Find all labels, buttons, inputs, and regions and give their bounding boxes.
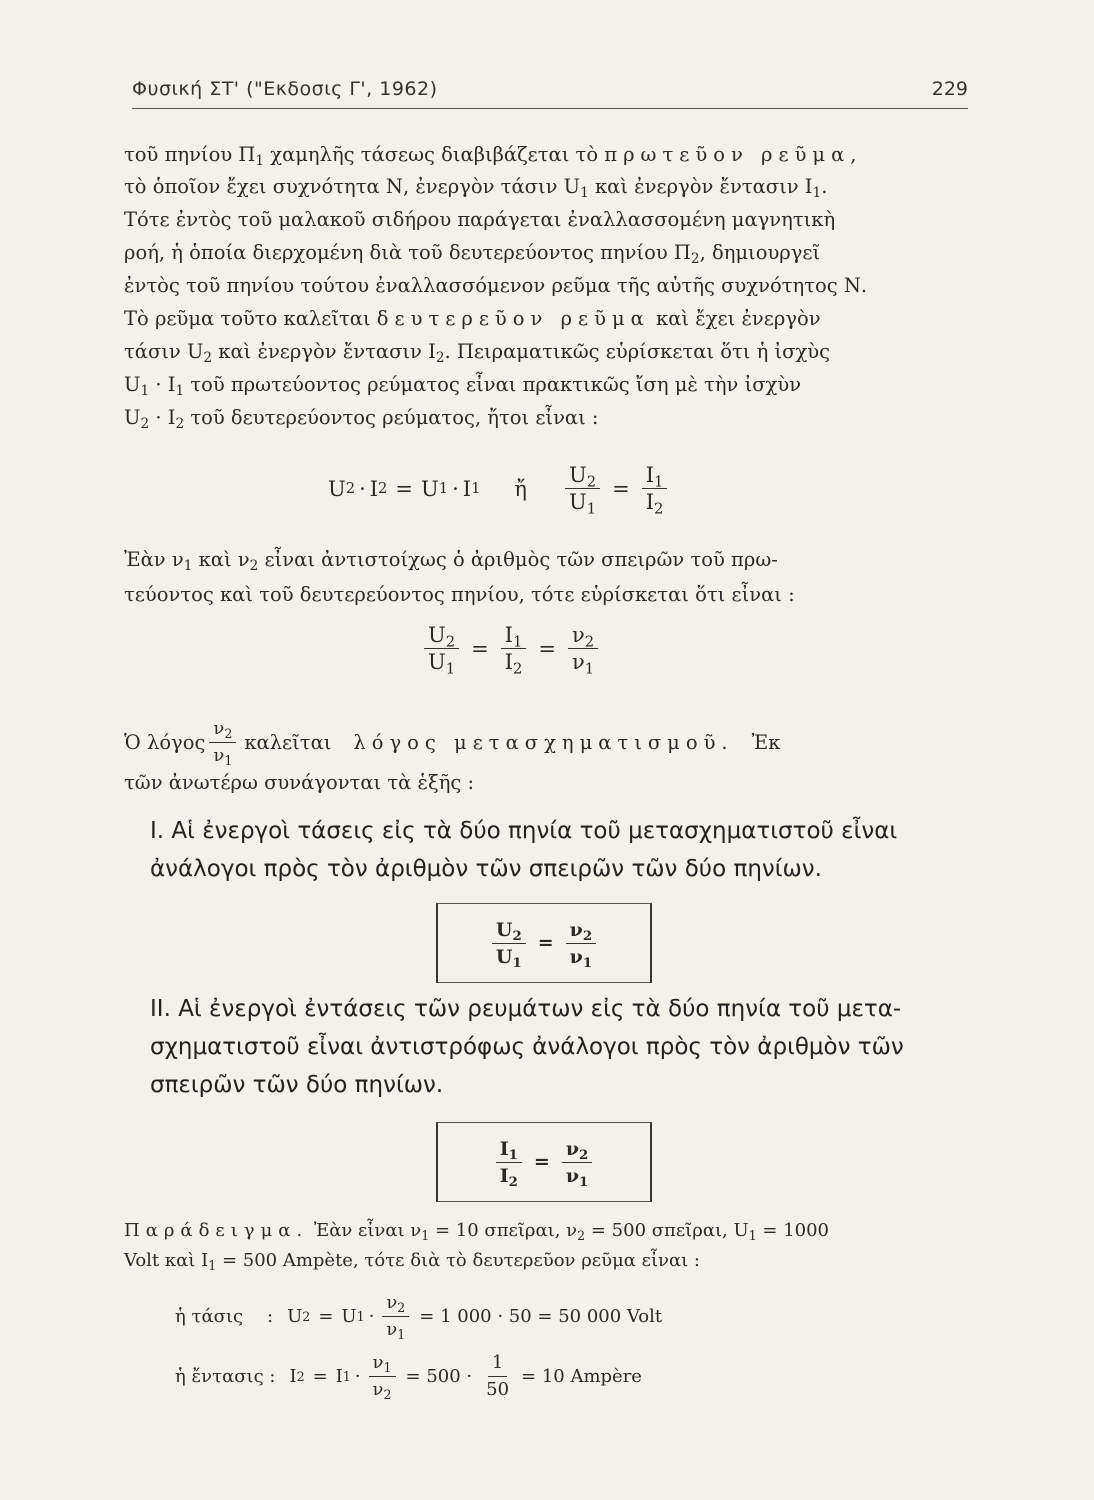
text-line-7: τάσιν $U_2$ καὶ ἐνεργὸν ἔντασιν $I_2$. Πειραματικῶς εὑρίσκεται ὅτι ἡ ἰσχὺς xyxy=(124,340,831,367)
header-title: Φυσική ΣΤ' ("Εκδοσις Γ', 1962) xyxy=(132,78,438,100)
example-voltage: ἡ τάσις : U 2 = U 1 · $\frac{\nu_2}{\nu_1}$ = 1 000 · 50 = 50 000 Volt xyxy=(175,1292,663,1342)
rule-2-line-1: II. Αἱ ἐνεργοὶ ἐντάσεις τῶν ρευμάτων εἰς τὰ δύο πηνία τοῦ μετα- xyxy=(150,996,902,1022)
example-line-1: Παράδειγμα. Ἐὰν εἶναι $\nu_1 = 10$ σπεῖραι, $\nu_2 = 500$ σπεῖραι, $U_1 = 1000$ xyxy=(124,1220,830,1243)
running-header xyxy=(132,74,968,109)
text-line-6: Τὸ ρεῦμα τοῦτο καλεῖται δευτερεῦον ρεῦμα καὶ ἔχει ἐνεργὸν xyxy=(124,307,821,330)
rule-2-line-3: σπειρῶν τῶν δύο πηνίων. xyxy=(150,1072,444,1098)
example-line-2: Volt καὶ $I_1 = 500$ Ampète, τότε διὰ τὸ δευτερεῦον ρεῦμα εἶναι : xyxy=(124,1250,700,1273)
text-line-12: Ὁ λόγος $\frac{\nu_2}{\nu_1}$ καλεῖται λόγος μετασχηματισμοῦ. Ἐκ xyxy=(124,718,781,768)
boxed-formula-current: $\frac{I_1}{I_2}$ = $\frac{\nu_2}{\nu_1}$ xyxy=(436,1122,652,1202)
rule-1-line-2: ἀνάλογοι πρὸς τὸν ἀριθμὸν τῶν σπειρῶν τῶν δύο πηνίων. xyxy=(150,856,822,882)
text-line-9: $U_2 \cdot I_2$ τοῦ δευτερεύοντος ρεύματος, ἤτοι εἶναι : xyxy=(124,406,599,433)
rule-1-line-1: I. Αἱ ἐνεργοὶ τάσεις εἰς τὰ δύο πηνία τοῦ μετασχηματιστοῦ εἶναι xyxy=(150,818,898,844)
text-line-5: ἐντὸς τοῦ πηνίου τούτου ἐναλλασσόμενον ρεῦμα τῆς αὐτῆς συχνότητος Ν. xyxy=(124,274,868,297)
boxed-formula-voltage: $\frac{U_2}{U_1}$ = $\frac{\nu_2}{\nu_1}$ xyxy=(436,903,652,983)
text-line-11: τεύοντος καὶ τοῦ δευτερεύοντος πηνίου, τότε εὑρίσκεται ὅτι εἶναι : xyxy=(124,583,795,606)
page-number: 229 xyxy=(931,78,968,100)
example-current: ἡ ἔντασις : I 2 = I 1 · $\frac{\nu_1}{\nu_2}$ = 500 · $\frac{1}{50}$ = 10 Ampère xyxy=(175,1352,642,1402)
text-line-4: ροή, ἡ ὁποία διερχομένη διὰ τοῦ δευτερεύοντος πηνίου $\Pi_2$, δημιουργεῖ xyxy=(124,241,821,268)
text-line-2: τὸ ὁποῖον ἔχει συχνότητα Ν, ἐνεργὸν τάσιν $U_1$ καὶ ἐνεργὸν ἔντασιν $I_1$. xyxy=(124,175,828,202)
text-line-8: $U_1 \cdot I_1$ τοῦ πρωτεύοντος ρεύματος εἶναι πρακτικῶς ἴση μὲ τὴν ἰσχὺν xyxy=(124,373,802,400)
rule-2-line-2: σχηματιστοῦ εἶναι ἀντιστρόφως ἀνάλογοι πρὸς τὸν ἀριθμὸν τῶν xyxy=(150,1034,904,1060)
text-line-3: Τότε ἐντὸς τοῦ μαλακοῦ σιδήρου παράγεται ἐναλλασσομένη μαγνητικὴ xyxy=(124,208,836,231)
text-line-13: τῶν ἀνωτέρω συνάγονται τὰ ἑξῆς : xyxy=(124,771,475,794)
text-line-10: Ἐὰν $\nu_1$ καὶ $\nu_2$ εἶναι ἀντιστοίχως ὁ ἀριθμὸς τῶν σπειρῶν τοῦ πρω- xyxy=(124,548,778,575)
text-line-1: τοῦ πηνίου $\Pi_1$ χαμηλῆς τάσεως διαβιβάζεται τὸ πρωτεῦον ρεῦμα, xyxy=(124,143,857,170)
equation-ratio: $\frac{U_2}{U_1}$ = $\frac{I_1}{I_2}$ = $\frac{\nu_2}{\nu_1}$ xyxy=(420,622,602,675)
equation-power: U 2 · I 2 = U 1 · I 1 ἤ $\frac{U_2}{U_1}$ = $\frac{I_1}{I_2}$ xyxy=(328,462,671,515)
